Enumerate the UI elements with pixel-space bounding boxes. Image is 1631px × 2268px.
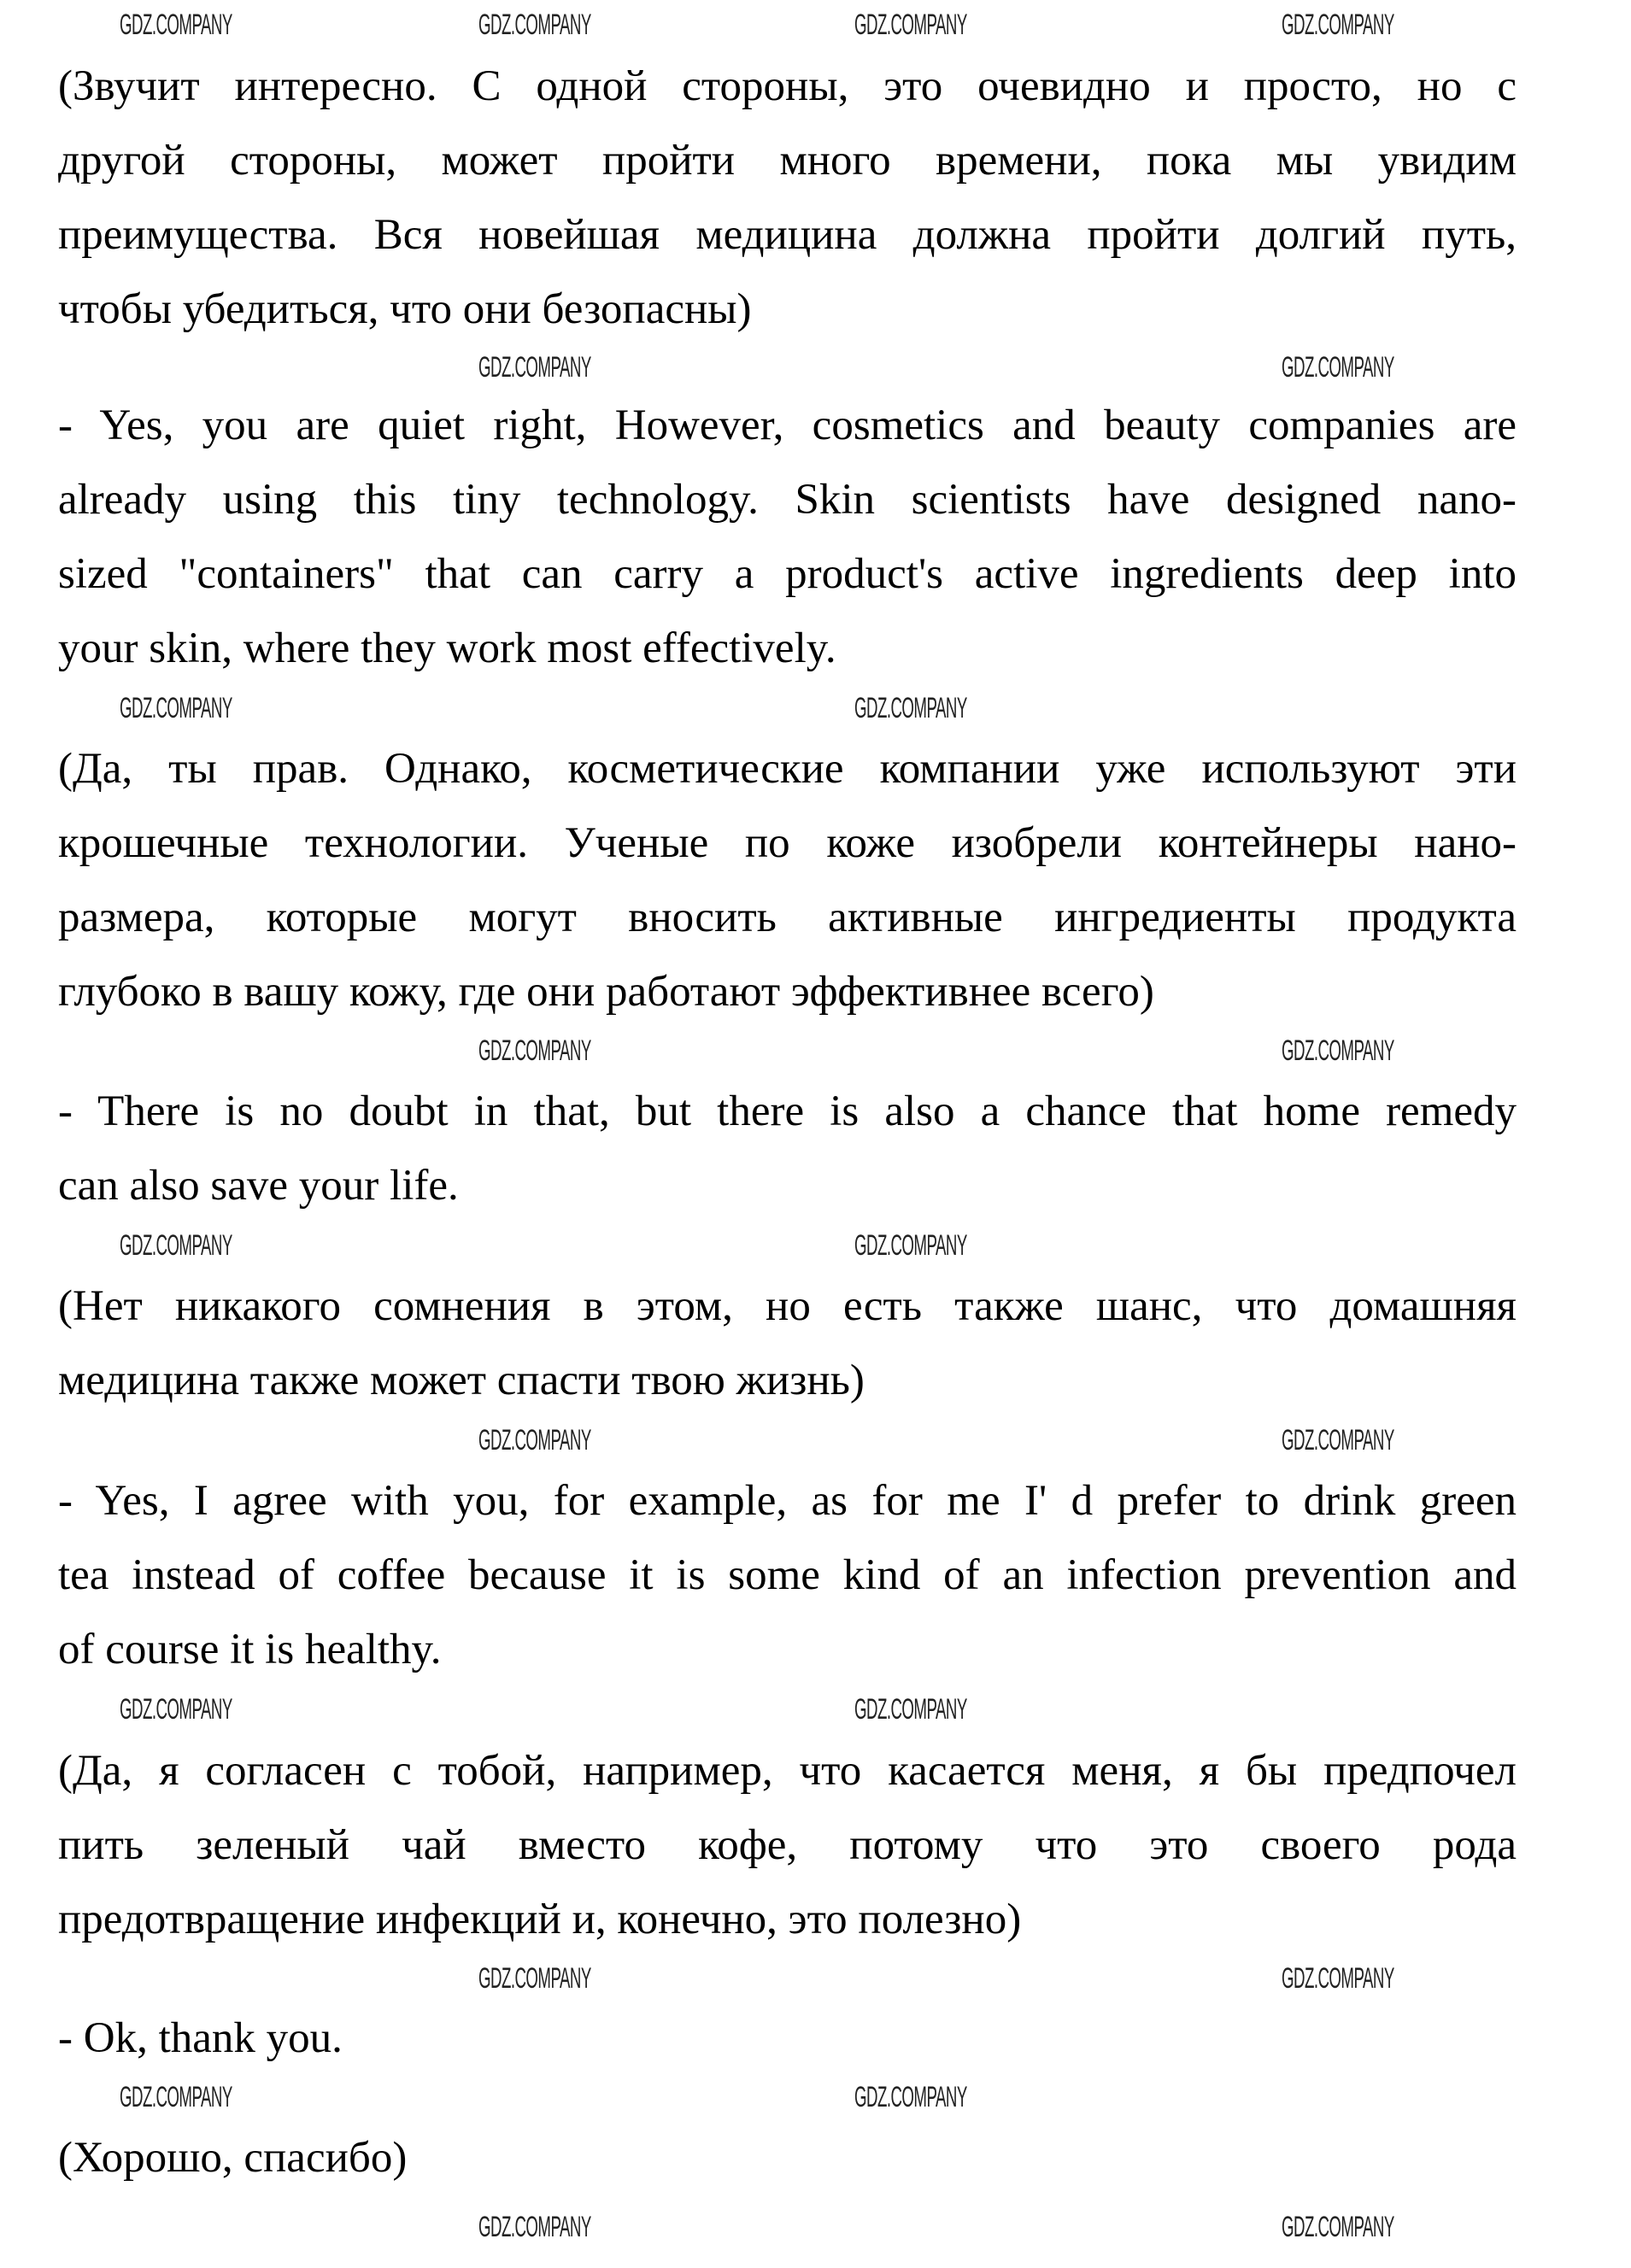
paragraph — [58, 2121, 1517, 2195]
paragraph — [58, 50, 1517, 347]
watermark: GDZ.COMPANY — [120, 1693, 232, 1726]
text-line: крошечные технологии. Ученые по коже изобрели контейнеры нано- — [58, 819, 1517, 867]
watermark: GDZ.COMPANY — [120, 9, 232, 41]
watermark: GDZ.COMPANY — [854, 1229, 967, 1262]
text-line: (Да, ты прав. Однако, косметические компании уже используют эти — [58, 745, 1517, 793]
watermark: GDZ.COMPANY — [854, 2081, 967, 2113]
text-line: sized "containers" that can carry a product's active ingredients deep into — [58, 550, 1517, 598]
watermark: GDZ.COMPANY — [854, 9, 967, 41]
text-line: - There is no doubt in that, but there is also a chance that home remedy — [58, 1087, 1517, 1135]
text-line: преимущества. Вся новейшая медицина должна пройти долгий путь, — [58, 211, 1517, 259]
text-line: - Yes, I agree with you, for example, as for me I' d prefer to drink green — [58, 1477, 1517, 1525]
text-line: of course it is healthy. — [58, 1626, 442, 1673]
watermark: GDZ.COMPANY — [120, 1229, 232, 1262]
watermark: GDZ.COMPANY — [478, 2211, 591, 2243]
text-line: чтобы убедиться, что они безопасны) — [58, 285, 752, 333]
text-line: глубоко в вашу кожу, где они работают эффективнее всего) — [58, 968, 1154, 1016]
watermark: GDZ.COMPANY — [478, 351, 591, 384]
paragraph — [58, 389, 1517, 686]
watermark: GDZ.COMPANY — [478, 1034, 591, 1067]
watermark: GDZ.COMPANY — [1282, 351, 1394, 384]
watermark: GDZ.COMPANY — [854, 1693, 967, 1726]
watermark: GDZ.COMPANY — [1282, 2211, 1394, 2243]
text-line: already using this tiny technology. Skin scientists have designed nano- — [58, 476, 1517, 524]
text-line: can also save your life. — [58, 1162, 459, 1210]
watermark: GDZ.COMPANY — [1282, 1034, 1394, 1067]
paragraph — [58, 732, 1517, 1029]
watermark: GDZ.COMPANY — [478, 1962, 591, 1995]
text-line: tea instead of coffee because it is some kind of an infection prevention and — [58, 1551, 1517, 1599]
paragraph — [58, 2001, 1517, 2076]
watermark: GDZ.COMPANY — [1282, 9, 1394, 41]
watermark: GDZ.COMPANY — [120, 2081, 232, 2113]
watermark: GDZ.COMPANY — [1282, 1962, 1394, 1995]
text-line: - Ok, thank you. — [58, 2014, 343, 2062]
text-line: (Да, я согласен с тобой, например, что касается меня, я бы предпочел — [58, 1747, 1517, 1795]
text-line: - Yes, you are quiet right, However, cosmetics and beauty companies are — [58, 401, 1517, 449]
paragraph — [58, 1734, 1517, 1957]
text-line: (Звучит интересно. С одной стороны, это очевидно и просто, но с — [58, 62, 1517, 110]
text-line: your skin, where they work most effectively. — [58, 624, 836, 672]
text-line: размера, которые могут вносить активные ингредиенты продукта — [58, 894, 1517, 941]
text-line: предотвращение инфекций и, конечно, это полезно) — [58, 1896, 1022, 1943]
paragraph — [58, 1269, 1517, 1418]
watermark: GDZ.COMPANY — [854, 692, 967, 724]
paragraph — [58, 1464, 1517, 1687]
watermark: GDZ.COMPANY — [1282, 1424, 1394, 1456]
watermark: GDZ.COMPANY — [120, 692, 232, 724]
paragraph — [58, 1075, 1517, 1223]
watermark: GDZ.COMPANY — [478, 1424, 591, 1456]
watermark: GDZ.COMPANY — [478, 9, 591, 41]
text-line: (Хорошо, спасибо) — [58, 2134, 408, 2182]
text-line: пить зеленый чай вместо кофе, потому что это своего рода — [58, 1821, 1517, 1869]
text-line: другой стороны, может пройти много времени, пока мы увидим — [58, 137, 1517, 185]
text-line: (Нет никакого сомнения в этом, но есть также шанс, что домашняя — [58, 1282, 1517, 1330]
text-line: медицина также может спасти твою жизнь) — [58, 1357, 865, 1404]
